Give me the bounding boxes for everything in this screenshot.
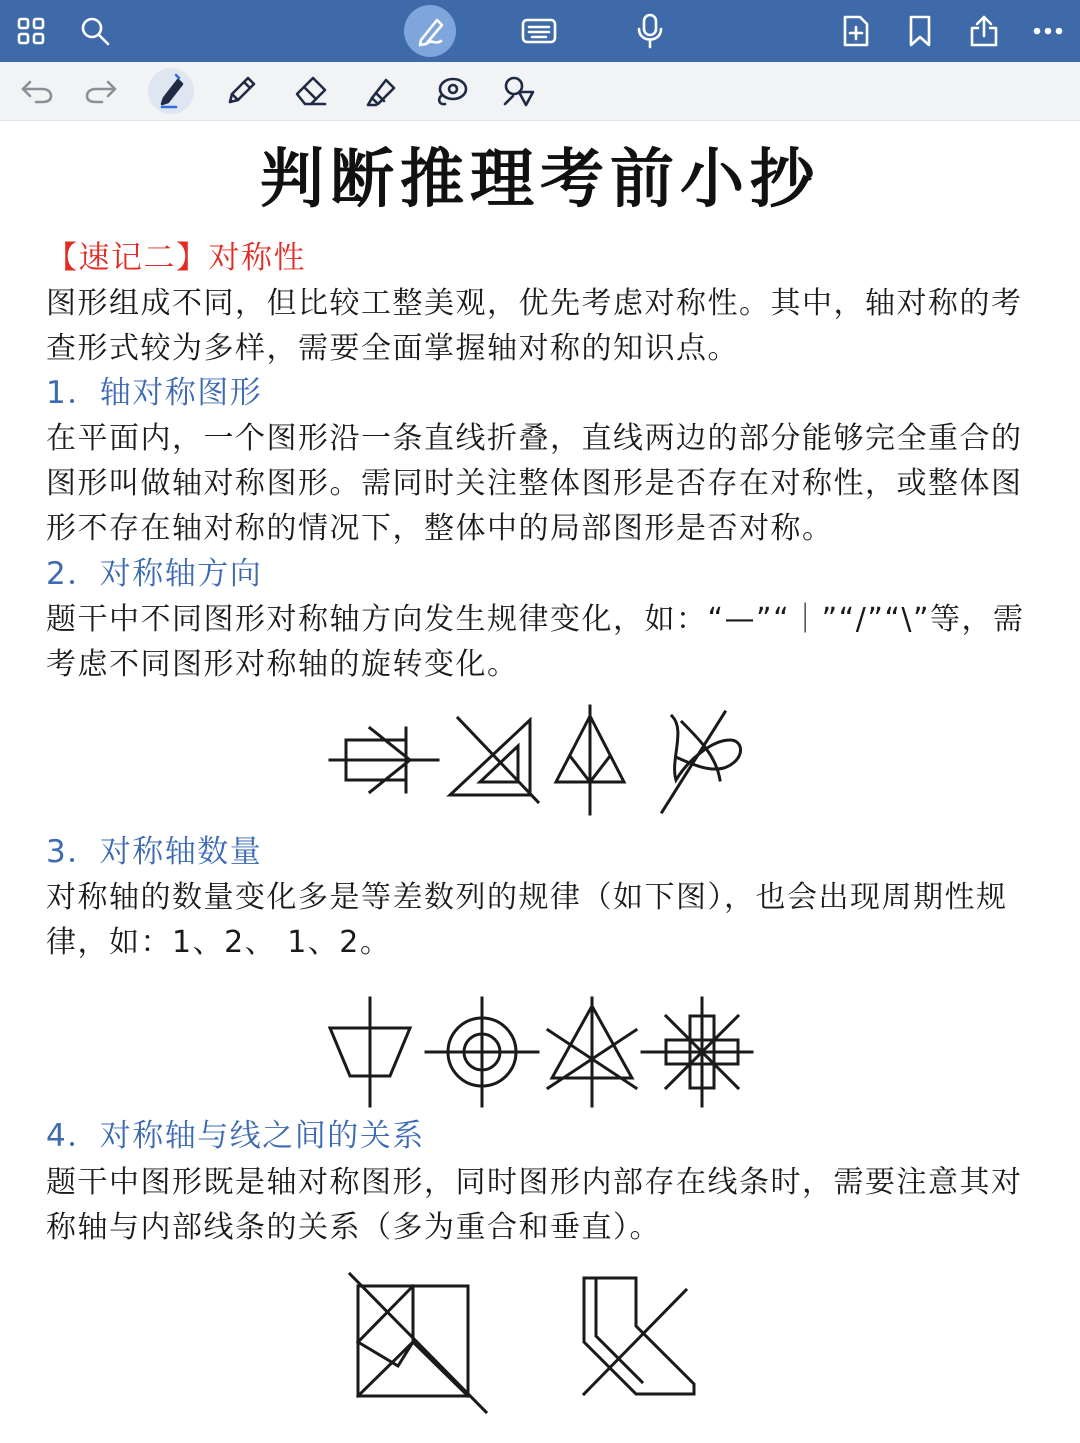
keyboard-icon[interactable] [516, 8, 562, 54]
axis-direction-figures [320, 700, 760, 824]
section-2-body: 题干中不同图形对称轴方向发生规律变化，如：“—”“｜”“/”“\”等，需考虑不同图形对称轴的旋转变化。 [46, 602, 1025, 682]
microphone-icon[interactable] [627, 8, 673, 54]
section-3-body: 对称轴的数量变化多是等差数列的规律（如下图），也会出现周期性规律，如：1、2、 1、2。 [46, 880, 1008, 960]
figure-two-axes [426, 998, 538, 1106]
figure-axis-perpendicular [584, 1278, 694, 1394]
figure-diagonal-axis-1 [450, 718, 538, 802]
redo-icon[interactable] [78, 68, 124, 114]
section-4-heading: 4．对称轴与线之间的关系 [46, 1118, 425, 1154]
page-title: 判断推理考前小抄 [260, 143, 820, 217]
shapes-icon[interactable] [496, 68, 542, 114]
figure-one-axis [330, 998, 410, 1106]
lasso-icon[interactable] [428, 68, 474, 114]
pen-mode-icon[interactable] [404, 5, 456, 57]
figure-diagonal-axis-2 [662, 712, 741, 812]
share-icon[interactable] [961, 8, 1007, 54]
pencil-icon[interactable] [218, 68, 264, 114]
highlighter-icon[interactable] [358, 68, 404, 114]
undo-icon[interactable] [14, 68, 60, 114]
stylus-pen-icon[interactable] [148, 68, 194, 114]
grid-icon[interactable] [8, 8, 54, 54]
more-icon[interactable] [1025, 8, 1071, 54]
figure-axis-coincide [350, 1274, 486, 1412]
search-icon[interactable] [72, 8, 118, 54]
drawing-toolbar [0, 62, 1080, 121]
section-tag-heading: 【速记二】对称性 [46, 240, 306, 276]
section-3-heading: 3．对称轴数量 [46, 834, 263, 870]
section-1-heading: 1．轴对称图形 [46, 375, 263, 411]
bookmark-icon[interactable] [897, 8, 943, 54]
add-page-icon[interactable] [833, 8, 879, 54]
figure-three-axes [548, 998, 636, 1106]
figure-horizontal-axis [330, 728, 438, 792]
figure-four-axes [642, 998, 752, 1106]
section-4-body: 题干中图形既是轴对称图形，同时图形内部存在线条时，需要注意其对称轴与内部线条的关系（多为重合和垂直）。 [46, 1165, 1023, 1245]
eraser-icon[interactable] [288, 68, 334, 114]
section-1-body: 在平面内，一个图形沿一条直线折叠，直线两边的部分能够完全重合的图形叫做轴对称图形。需同时关注整体图形是否存在对称性，或整体图形不存在轴对称的情况下，整体中的局部图形是否对称。 [46, 421, 1023, 546]
figure-vertical-axis [556, 706, 624, 814]
intro-paragraph: 图形组成不同，但比较工整美观，优先考虑对称性。其中，轴对称的考查形式较为多样，需要全面掌握轴对称的知识点。 [46, 286, 1023, 366]
top-app-bar [0, 0, 1080, 62]
axis-line-relation-figures [340, 1266, 710, 1420]
axis-count-figures [320, 994, 760, 1116]
section-2-heading: 2．对称轴方向 [46, 556, 263, 592]
